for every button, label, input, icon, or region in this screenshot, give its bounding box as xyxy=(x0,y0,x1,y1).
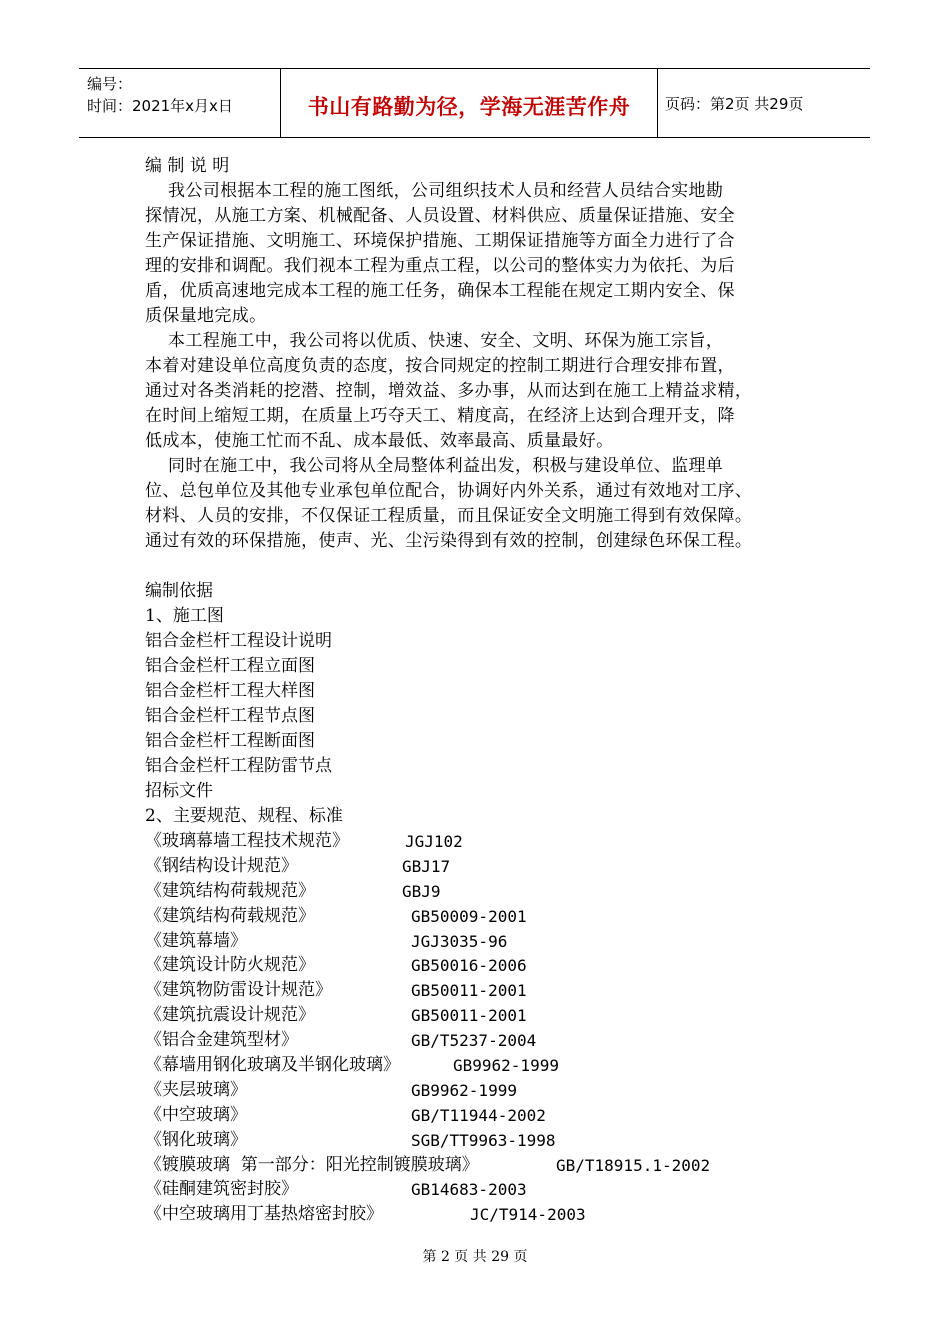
list-item: 铝合金栏杆工程节点图 xyxy=(145,706,315,726)
standard-name: 《建筑抗震设计规范》 xyxy=(145,1005,315,1026)
list-item: 铝合金栏杆工程大样图 xyxy=(145,681,315,701)
page-header xyxy=(79,68,870,138)
standard-item xyxy=(145,854,815,879)
standard-code: GB50016-2006 xyxy=(411,956,527,976)
drawings-list xyxy=(145,629,815,804)
standard-code: SGB/TT9963-1998 xyxy=(411,1130,556,1150)
standard-code: GBJ17 xyxy=(402,856,451,876)
standard-item xyxy=(145,978,815,1003)
standard-item xyxy=(145,1078,815,1103)
list-item: 铝合金栏杆工程断面图 xyxy=(145,731,315,751)
text-line: 材料、人员的安排，不仅保证工程质量，而且保证安全文明施工得到有效保障。 xyxy=(145,506,753,526)
text-line: 本工程施工中，我公司将以优质、快速、安全、文明、环保为施工宗旨， xyxy=(145,331,724,351)
standard-item xyxy=(145,879,815,904)
header-time-label: 时间：2021年x月x日 xyxy=(87,97,233,115)
list-item: 铝合金栏杆工程防雷节点 xyxy=(145,756,332,776)
standard-code: JGJ3035-96 xyxy=(411,931,508,951)
standard-item xyxy=(145,1103,815,1128)
standard-name: 《夹层玻璃》 xyxy=(145,1079,247,1100)
standard-name: 《建筑物防雷设计规范》 xyxy=(145,980,332,1001)
header-number-label: 编号： xyxy=(87,75,133,93)
text-line: 我公司根据本工程的施工图纸，公司组织技术人员和经营人员结合实地勘 xyxy=(145,181,724,201)
text-line: 通过有效的环保措施，使声、光、尘污染得到有效的控制，创建绿色环保工程。 xyxy=(145,531,753,551)
header-meta xyxy=(87,73,233,117)
standard-name: 《钢化玻璃》 xyxy=(145,1129,247,1150)
intro-paragraph-1 xyxy=(145,179,815,329)
text-line: 盾，优质高速地完成本工程的施工任务，确保本工程能在规定工期内安全、保 xyxy=(145,281,735,301)
header-page-label: 页码：第2页 共29页 xyxy=(665,95,804,113)
standard-item xyxy=(145,1053,815,1078)
standard-name: 《中空玻璃》 xyxy=(145,1104,247,1125)
standard-code: GB/T18915.1-2002 xyxy=(556,1155,711,1175)
standard-name: 《建筑幕墙》 xyxy=(145,930,247,951)
standard-name: 《钢结构设计规范》 xyxy=(145,855,298,876)
standard-item xyxy=(145,1128,815,1153)
standard-code: GB9962-1999 xyxy=(453,1056,559,1076)
standard-code: GB50011-2001 xyxy=(411,1006,527,1026)
standard-name: 《镀膜玻璃 第一部分：阳光控制镀膜玻璃》 xyxy=(145,1154,479,1175)
list-item: 铝合金栏杆工程立面图 xyxy=(145,656,315,676)
page-footer: 第 2 页 共 29 页 xyxy=(422,1249,528,1265)
drawings-heading: 1、施工图 xyxy=(145,606,224,626)
standard-item xyxy=(145,1028,815,1053)
standard-code: GB50011-2001 xyxy=(411,981,527,1001)
intro-title: 编 制 说 明 xyxy=(145,156,230,176)
list-item: 招标文件 xyxy=(145,781,213,801)
standard-item xyxy=(145,953,815,978)
standard-name: 《中空玻璃用丁基热熔密封胶》 xyxy=(145,1204,383,1225)
standard-code: GB14683-2003 xyxy=(411,1180,527,1200)
text-line: 质保量地完成。 xyxy=(145,306,267,326)
document-body xyxy=(145,154,815,1227)
standard-name: 《建筑结构荷载规范》 xyxy=(145,880,315,901)
standard-item xyxy=(145,1177,815,1202)
standard-code: JGJ102 xyxy=(405,832,463,851)
text-line: 探情况，从施工方案、机械配备、人员设置、材料供应、质量保证措施、安全 xyxy=(145,206,735,226)
standard-code: GB50009-2001 xyxy=(411,906,527,926)
standard-item xyxy=(145,829,815,854)
list-item: 铝合金栏杆工程设计说明 xyxy=(145,631,332,651)
standard-item xyxy=(145,1153,815,1178)
standards-list xyxy=(145,829,815,1227)
standard-item xyxy=(145,929,815,954)
basis-title: 编制依据 xyxy=(145,581,213,601)
header-motto: 书山有路勤为径，学海无涯苦作舟 xyxy=(307,95,631,119)
text-line: 本着对建设单位高度负责的态度，按合同规定的控制工期进行合理安排布置， xyxy=(145,356,735,376)
section-gap xyxy=(145,554,815,579)
standard-item xyxy=(145,1003,815,1028)
text-line: 同时在施工中，我公司将从全局整体利益出发，积极与建设单位、监理单 xyxy=(145,456,724,476)
header-divider-right xyxy=(657,69,658,137)
text-line: 通过对各类消耗的挖潜、控制，增效益、多办事，从而达到在施工上精益求精， xyxy=(145,381,753,401)
standard-item xyxy=(145,904,815,929)
standard-code: GBJ9 xyxy=(402,881,441,901)
standard-name: 《幕墙用钢化玻璃及半钢化玻璃》 xyxy=(145,1055,400,1076)
standard-code: GB/T11944-2002 xyxy=(411,1105,546,1125)
text-line: 位、总包单位及其他专业承包单位配合，协调好内外关系，通过有效地对工序、 xyxy=(145,481,753,501)
standard-code: GB9962-1999 xyxy=(411,1080,517,1100)
text-line: 生产保证措施、文明施工、环境保护措施、工期保证措施等方面全力进行了合 xyxy=(145,231,735,251)
standard-name: 《硅酮建筑密封胶》 xyxy=(145,1179,298,1200)
standard-name: 《建筑设计防火规范》 xyxy=(145,955,315,976)
text-line: 理的安排和调配。我们视本工程为重点工程，以公司的整体实力为依托、为后 xyxy=(145,256,735,276)
standard-name: 《建筑结构荷载规范》 xyxy=(145,905,315,926)
text-line: 在时间上缩短工期，在质量上巧夺天工、精度高，在经济上达到合理开支，降 xyxy=(145,406,735,426)
text-line: 低成本，使施工忙而不乱、成本最低、效率最高、质量最好。 xyxy=(145,431,614,451)
standard-name: 《铝合金建筑型材》 xyxy=(145,1030,298,1051)
intro-paragraph-2 xyxy=(145,329,815,454)
standard-name: 《玻璃幕墙工程技术规范》 xyxy=(145,831,349,851)
standard-code: GB/T5237-2004 xyxy=(411,1031,537,1051)
standard-item xyxy=(145,1202,815,1227)
standard-code: JC/T914-2003 xyxy=(470,1205,586,1225)
standards-heading: 2、主要规范、规程、标准 xyxy=(145,806,343,826)
intro-paragraph-3 xyxy=(145,454,815,554)
